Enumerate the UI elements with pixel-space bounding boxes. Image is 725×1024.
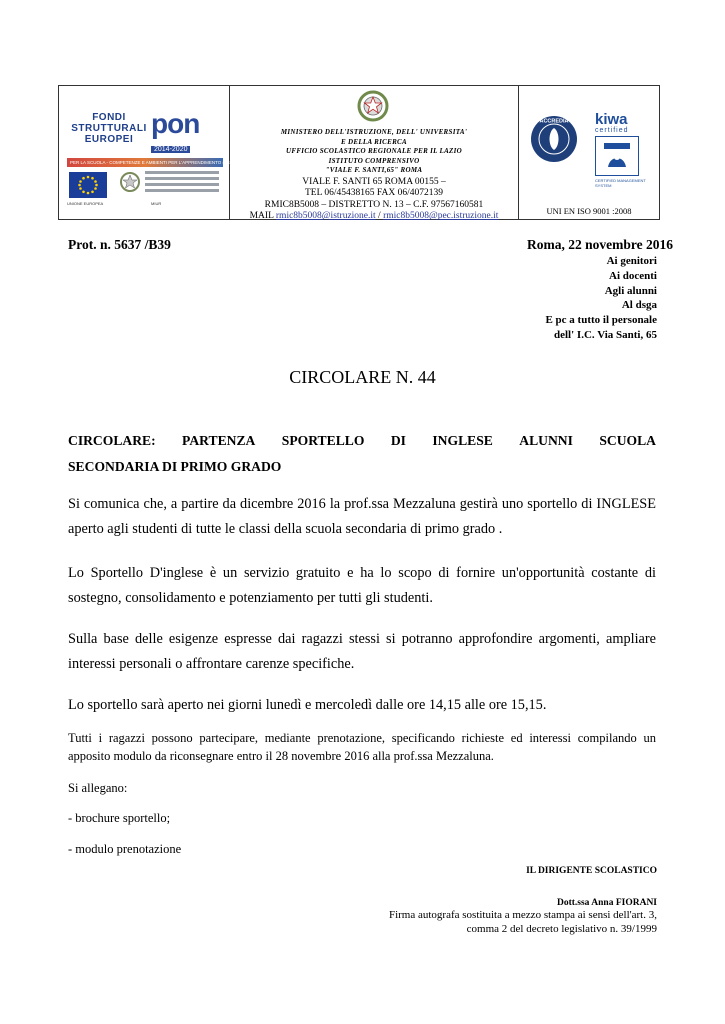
- subject-word: SCUOLA: [599, 433, 656, 448]
- letterhead: [58, 85, 660, 220]
- pon-logo: [151, 108, 217, 153]
- pon-years: 2014-2020: [151, 146, 190, 153]
- republic-emblem-small-icon: [119, 170, 141, 196]
- accredia-seal-icon: [529, 114, 579, 164]
- certifications-panel: [518, 86, 659, 219]
- place-date: Roma, 22 novembre 2016: [527, 237, 673, 252]
- address-line: RMIC8B5008 – DISTRETTO N. 13 – C.F. 97567160581: [264, 199, 484, 210]
- eu-flag-icon: [69, 172, 107, 198]
- subject-line-2: SECONDARIA DI PRIMO GRADO: [68, 459, 282, 474]
- pon-logos-panel: [59, 86, 248, 219]
- fondi-strutturali-logo: [69, 112, 149, 156]
- subject-word: INGLESE: [432, 433, 493, 448]
- circular-title: CIRCOLARE N. 44: [289, 367, 436, 387]
- school-pec-email-link[interactable]: rmic8b5008@pec.istruzione.it: [383, 210, 499, 221]
- kiwa-certified: certified: [595, 127, 629, 134]
- recipient: E pc a tutto il personale: [545, 314, 657, 327]
- address-line: VIALE F. SANTI 65 ROMA 00155 –: [302, 177, 446, 187]
- pon-word: pon: [151, 108, 200, 139]
- paragraph-announcement: Si comunica che, a partire da dicembre 2016 la prof.ssa Mezzaluna gestirà uno sportello di INGLESE aperto agli studenti di tutte le classi della scuola secondaria di primo grado .: [68, 496, 656, 537]
- italian-republic-emblem-icon: [356, 88, 390, 122]
- address-line: TEL 06/45438165 FAX 06/4072139: [304, 188, 443, 199]
- ministry-line: E DELLA RICERCA: [341, 137, 407, 146]
- school-email-link[interactable]: rmic8b5008@istruzione.it: [275, 210, 376, 221]
- kiwa-seal-icon: [595, 136, 639, 176]
- attachments-intro: Si allegano:: [68, 781, 128, 795]
- subject-word: DI: [390, 433, 406, 448]
- miur-text-block: [145, 171, 219, 195]
- kiwa-certification-logo: [595, 112, 647, 188]
- email-row: [230, 211, 518, 222]
- signer-name: Dott.ssa Anna FIORANI: [556, 898, 657, 908]
- recipient: Ai genitori: [606, 255, 657, 267]
- attachment-item: - modulo prenotazione: [68, 842, 182, 856]
- recipient: Agli alunni: [604, 284, 657, 297]
- school-info-panel: [230, 86, 518, 219]
- accredia-label: ACCREDIA: [539, 118, 569, 125]
- subject-word: SPORTELLO: [281, 433, 365, 448]
- recipient: Ai docenti: [609, 269, 657, 282]
- ministry-line: UFFICIO SCOLASTICO REGIONALE PER IL LAZIO: [286, 147, 462, 156]
- school-address: [230, 177, 518, 222]
- fondi-text: FONDI STRUTTURALI EUROPEI: [71, 112, 147, 145]
- subject-line-1: [68, 428, 656, 454]
- iso-certification: UNI EN ISO 9001 :2008: [546, 206, 632, 216]
- signature-block: [389, 866, 657, 936]
- mail-prefix: MAIL: [249, 210, 276, 221]
- pon-strip: PER LA SCUOLA - COMPETENZE E AMBIENTI PER L'APPRENDIMENTO (FSE-FESR): [67, 158, 223, 167]
- mail-separator: /: [375, 210, 384, 221]
- ministry-heading: [230, 128, 518, 176]
- paragraph-service: Lo Sportello D'inglese è un servizio gratuito e ha lo scopo di fornire un'opportunità costante di sostegno, consolidamento e potenziamento per tutti gli studenti.: [68, 565, 656, 606]
- recipient: dell' I.C. Via Santi, 65: [554, 328, 657, 341]
- paragraph-schedule: Lo sportello sarà aperto nei giorni lunedì e mercoledì dalle ore 14,15 alle ore 15,15.: [68, 697, 547, 713]
- kiwa-word: kiwa: [595, 111, 628, 128]
- protocol-number: Prot. n. 5637 /B39: [68, 237, 171, 252]
- eu-caption: UNIONE EUROPEA: [67, 201, 104, 206]
- miur-caption: MIUR: [151, 201, 162, 206]
- ministry-line: MINISTERO DELL'ISTRUZIONE, DELL' UNIVERSITA': [280, 128, 468, 136]
- subject-word: CIRCOLARE:: [68, 433, 156, 448]
- recipient: Al dsga: [621, 299, 657, 312]
- subject-word: PARTENZA: [182, 433, 256, 448]
- signature-note: Firma autografa sostituita a mezzo stampa ai sensi dell'art. 3,: [388, 909, 657, 921]
- kiwa-caption: CERTIFIED MANAGEMENT SYSTEM: [595, 178, 646, 188]
- attachment-item: - brochure sportello;: [68, 811, 171, 825]
- signature-note: comma 2 del decreto legislativo n. 39/1999: [466, 923, 657, 935]
- recipients-list: [545, 254, 657, 343]
- ministry-line: ISTITUTO COMPRENSIVO: [328, 156, 420, 165]
- subject-word: ALUNNI: [519, 433, 573, 448]
- signer-role: IL DIRIGENTE SCOLASTICO: [526, 866, 657, 876]
- subject-heading: [68, 428, 656, 480]
- ministry-line: "VIALE F. SANTI,65" ROMA: [325, 166, 423, 175]
- paragraph-booking: Tutti i ragazzi possono partecipare, mediante prenotazione, specificando richieste ed interessi compilando un apposito modulo da riconsegnare entro il 28 novembre 2016 alla prof.ssa Mezzaluna.: [68, 731, 656, 763]
- paragraph-topics: Sulla base delle esigenze espresse dai ragazzi stessi si potranno approfondire argomenti, ampliare interessi personali o affrontare carenze specifiche.: [68, 631, 656, 672]
